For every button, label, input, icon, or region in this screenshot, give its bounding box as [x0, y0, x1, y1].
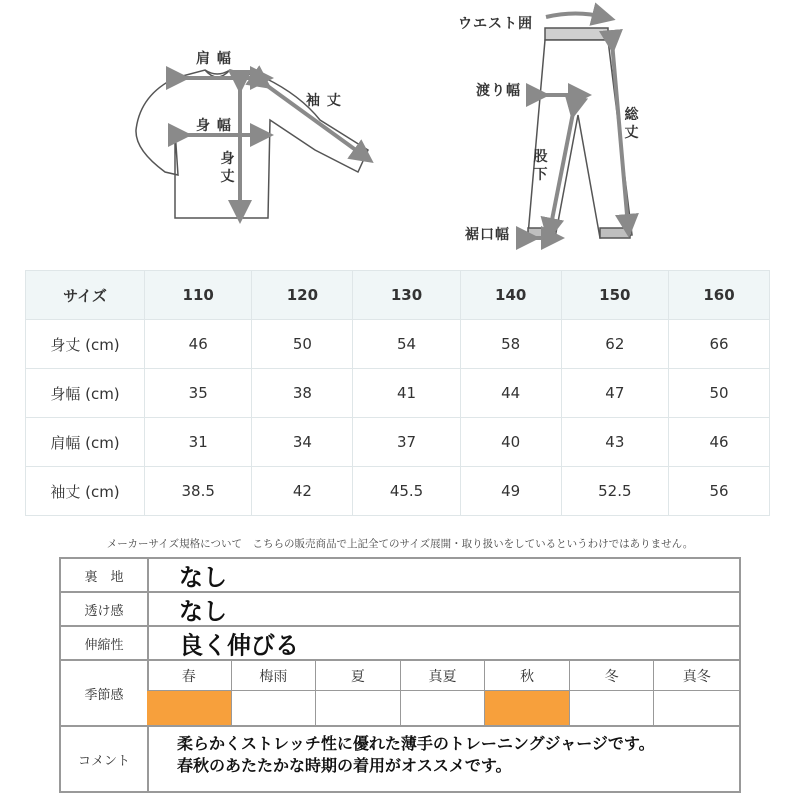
table-cell: 56: [669, 467, 770, 516]
size-header-cell: 160: [669, 271, 770, 320]
season-empty-cell: [316, 691, 401, 725]
size-header-row: [26, 271, 770, 320]
sheer-value: なし: [179, 597, 227, 626]
spec-row-sheer: [61, 593, 739, 627]
season-name-cell: 秋: [485, 661, 570, 691]
comment-line-1: 柔らかくストレッチ性に優れた薄手のトレーニングジャージです。: [177, 734, 655, 753]
table-cell: 38: [252, 369, 353, 418]
table-cell: 46: [669, 418, 770, 467]
row-label: 身丈 (cm): [26, 320, 145, 369]
season-grid: [147, 661, 739, 725]
body-width-label: 身 幅: [196, 118, 232, 134]
table-cell: 41: [353, 369, 460, 418]
size-header-cell: 120: [252, 271, 353, 320]
comment-text: [177, 733, 655, 777]
size-header-cell: 140: [460, 271, 561, 320]
shoulder-width-label: 肩 幅: [196, 51, 232, 67]
season-label: 季節感: [61, 661, 149, 725]
waist-label: ウエスト囲: [458, 16, 533, 32]
table-cell: 37: [353, 418, 460, 467]
inseam-label: 股下: [533, 149, 549, 183]
sheer-label: 透け感: [61, 593, 149, 625]
table-cell: 47: [561, 369, 668, 418]
row-label: 身幅 (cm): [26, 369, 145, 418]
table-row: [26, 467, 770, 516]
table-cell: 50: [252, 320, 353, 369]
body-length-label: 身丈: [220, 151, 236, 185]
spec-row-stretch: [61, 627, 739, 661]
table-cell: 31: [145, 418, 252, 467]
size-header-cell: 110: [145, 271, 252, 320]
size-header-cell: 150: [561, 271, 668, 320]
measurement-diagram: [0, 0, 800, 262]
season-name-cell: 梅雨: [232, 661, 317, 691]
lining-value: なし: [179, 563, 227, 592]
lining-label: 裏 地: [61, 559, 149, 591]
table-cell: 52.5: [561, 467, 668, 516]
row-label: 袖丈 (cm): [26, 467, 145, 516]
pants-illustration: [528, 28, 632, 238]
table-cell: 42: [252, 467, 353, 516]
table-cell: 40: [460, 418, 561, 467]
table-cell: 35: [145, 369, 252, 418]
table-cell: 38.5: [145, 467, 252, 516]
season-name-cell: 夏: [316, 661, 401, 691]
thigh-width-label: 渡り幅: [476, 83, 521, 99]
sleeve-length-label: 袖 丈: [306, 93, 342, 109]
season-name-cell: 真冬: [654, 661, 739, 691]
season-empty-cell: [570, 691, 655, 725]
table-row: [26, 369, 770, 418]
table-cell: 54: [353, 320, 460, 369]
season-name-cell: 真夏: [401, 661, 486, 691]
stretch-value: 良く伸びる: [179, 631, 299, 660]
table-cell: 66: [669, 320, 770, 369]
season-empty-cell: [654, 691, 739, 725]
size-table: [25, 270, 770, 516]
total-length-label: 総丈: [624, 107, 640, 141]
season-marked-cell: [485, 691, 570, 725]
table-cell: 58: [460, 320, 561, 369]
spec-row-season: [61, 661, 739, 727]
table-row: [26, 320, 770, 369]
size-header-label: サイズ: [26, 271, 145, 320]
spec-row-comment: [61, 727, 739, 791]
stretch-label: 伸縮性: [61, 627, 149, 659]
table-cell: 50: [669, 369, 770, 418]
season-name-cell: 冬: [570, 661, 655, 691]
table-cell: 34: [252, 418, 353, 467]
size-header-cell: 130: [353, 271, 460, 320]
season-empty-cell: [401, 691, 486, 725]
season-marked-cell: [147, 691, 232, 725]
table-cell: 62: [561, 320, 668, 369]
spec-row-lining: [61, 559, 739, 593]
row-label: 肩幅 (cm): [26, 418, 145, 467]
table-row: [26, 418, 770, 467]
hem-width-label: 裾口幅: [465, 227, 510, 243]
comment-label: コメント: [61, 727, 149, 791]
table-cell: 45.5: [353, 467, 460, 516]
season-name-cell: 春: [147, 661, 232, 691]
season-empty-cell: [232, 691, 317, 725]
size-note: メーカーサイズ規格について こちらの販売商品で上記全てのサイズ展開・取り扱いをしているというわけではありません。: [106, 538, 694, 550]
table-cell: 49: [460, 467, 561, 516]
spec-table: [59, 557, 741, 793]
table-cell: 46: [145, 320, 252, 369]
table-cell: 44: [460, 369, 561, 418]
garment-illustrations: [0, 0, 800, 262]
comment-line-2: 春秋のあたたかな時期の着用がオススメです。: [177, 756, 512, 775]
table-cell: 43: [561, 418, 668, 467]
